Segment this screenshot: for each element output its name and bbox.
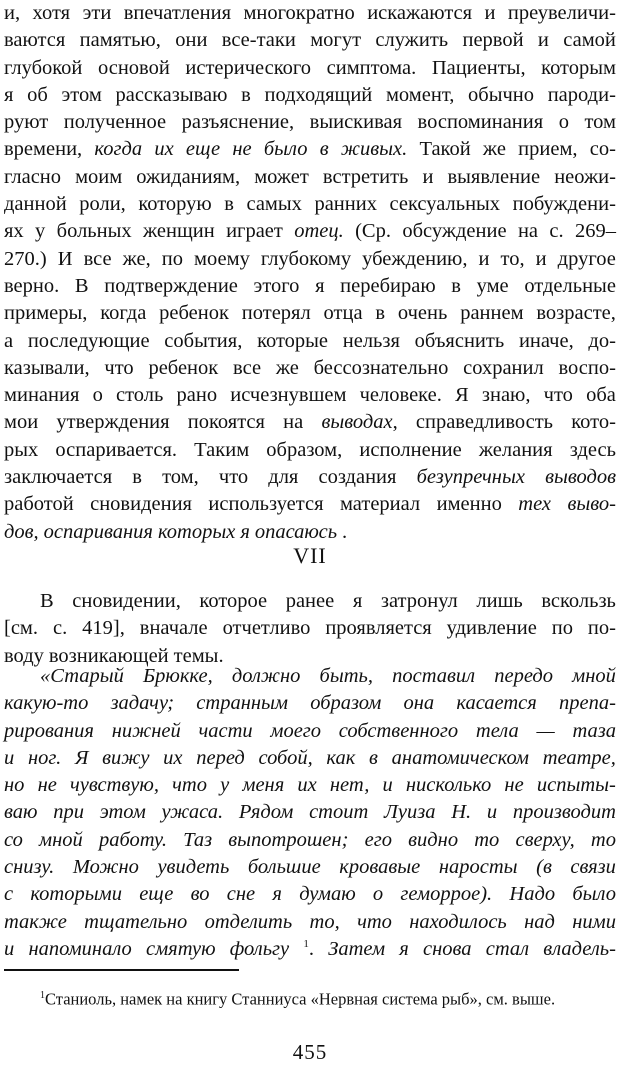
text-line: ваю при этом ужаса. Рядом стоит Луиза Н. и производит xyxy=(4,801,616,824)
text-line: 270.) И все же, по моему глубокому убеждению, и то, и другое xyxy=(4,247,616,270)
footnote-divider xyxy=(4,969,239,971)
text-line: также тщательно отделить то, что находилось над ними xyxy=(4,910,616,933)
text-line: В сновидении, которое ранее я затронул лишь вскользь xyxy=(40,590,616,612)
text-line: минания о столь рано исчезнувшем человеке. Я знаю, что оба xyxy=(4,384,616,407)
text-line: примеры, когда ребенок потерял отца в очень раннем возрасте, xyxy=(4,302,616,325)
text-line: гласно моим ожиданиям, может встретить и выявление неожи- xyxy=(4,165,616,188)
text-line: с которыми еще во сне я думаю о геморрое). Надо было xyxy=(4,883,616,906)
footnote-marker: 1 xyxy=(40,990,45,1001)
text-line: и, хотя эти впечатления многократно искажаются и преувеличи- xyxy=(4,2,616,24)
text-line: работой сновидения используется материал именно тех выво- xyxy=(4,493,616,516)
text-line: рирования нижней части моего собственного тела — таза xyxy=(4,719,616,742)
text-line: ваются памятью, они все-таки могут служить первой и самой xyxy=(4,29,616,52)
text-line: дов, оспаривания которых я опасаюсь . xyxy=(4,520,348,543)
quote-paragraph xyxy=(4,663,616,963)
top-paragraph xyxy=(4,0,616,546)
footnote xyxy=(40,985,614,1011)
page-number: 455 xyxy=(292,1040,328,1064)
footnote-ref: 1 xyxy=(303,938,309,951)
text-line: и ног. Я вижу их перед собой, как в анатомическом театре, xyxy=(4,746,616,769)
text-line: казывали, что ребенок все же бессознательно сохранил воспо- xyxy=(4,356,616,379)
footnote-text: Станиоль, намек на книгу Станниуса «Нервная система рыб», см. выше. xyxy=(45,989,556,1009)
text-line: «Старый Брюкке, должно быть, поставил передо мной xyxy=(40,665,616,687)
text-line: ях у больных женщин играет отец. (Ср. обсуждение на с. 269– xyxy=(4,220,616,243)
text-line: и напоминало смятую фольгу $^1$. Затем я снова стал владель- xyxy=(4,937,616,960)
section-paragraph xyxy=(4,588,616,670)
text-line: снизу. Можно увидеть большие кровавые наросты (в связи xyxy=(4,856,616,879)
text-line: заключается в том, что для создания безупречных выводов xyxy=(4,466,616,489)
text-line: мои утверждения покоятся на выводах, справедливость кото- xyxy=(4,411,616,434)
text-line: [см. с. 419], вначале отчетливо проявляется удивление по по- xyxy=(4,617,616,640)
section-heading: VII xyxy=(293,543,327,568)
text-line: я об этом рассказываю в подходящий момент, обычно пароди- xyxy=(4,83,616,106)
text-line: руют полученное разъяснение, выискивая воспоминания о том xyxy=(4,111,616,134)
text-line: воду возникающей темы. xyxy=(4,644,224,667)
text-line: верно. В подтверждение этого я перебираю в уме отдельные xyxy=(4,274,616,297)
text-line: глубокой основой истерического симптома. Пациенты, которым xyxy=(4,56,616,79)
text-line: рых оспаривается. Таким образом, исполнение желания здесь xyxy=(4,438,616,461)
text-line: со мной работу. Таз выпотрошен; его видно то сверху, то xyxy=(4,828,616,851)
text-line: какую-то задачу; странным образом она касается препа- xyxy=(4,692,616,715)
text-line: но не чувствую, что у меня их нет, и нисколько не испыты- xyxy=(4,774,616,797)
text-line: данной роли, которую в самых ранних сексуальных побуждени- xyxy=(4,193,616,216)
text-line: времени, когда их еще не было в живых. Такой же прием, со- xyxy=(4,138,616,161)
text-line: а последующие события, которые нельзя объяснить иначе, до- xyxy=(4,329,616,352)
